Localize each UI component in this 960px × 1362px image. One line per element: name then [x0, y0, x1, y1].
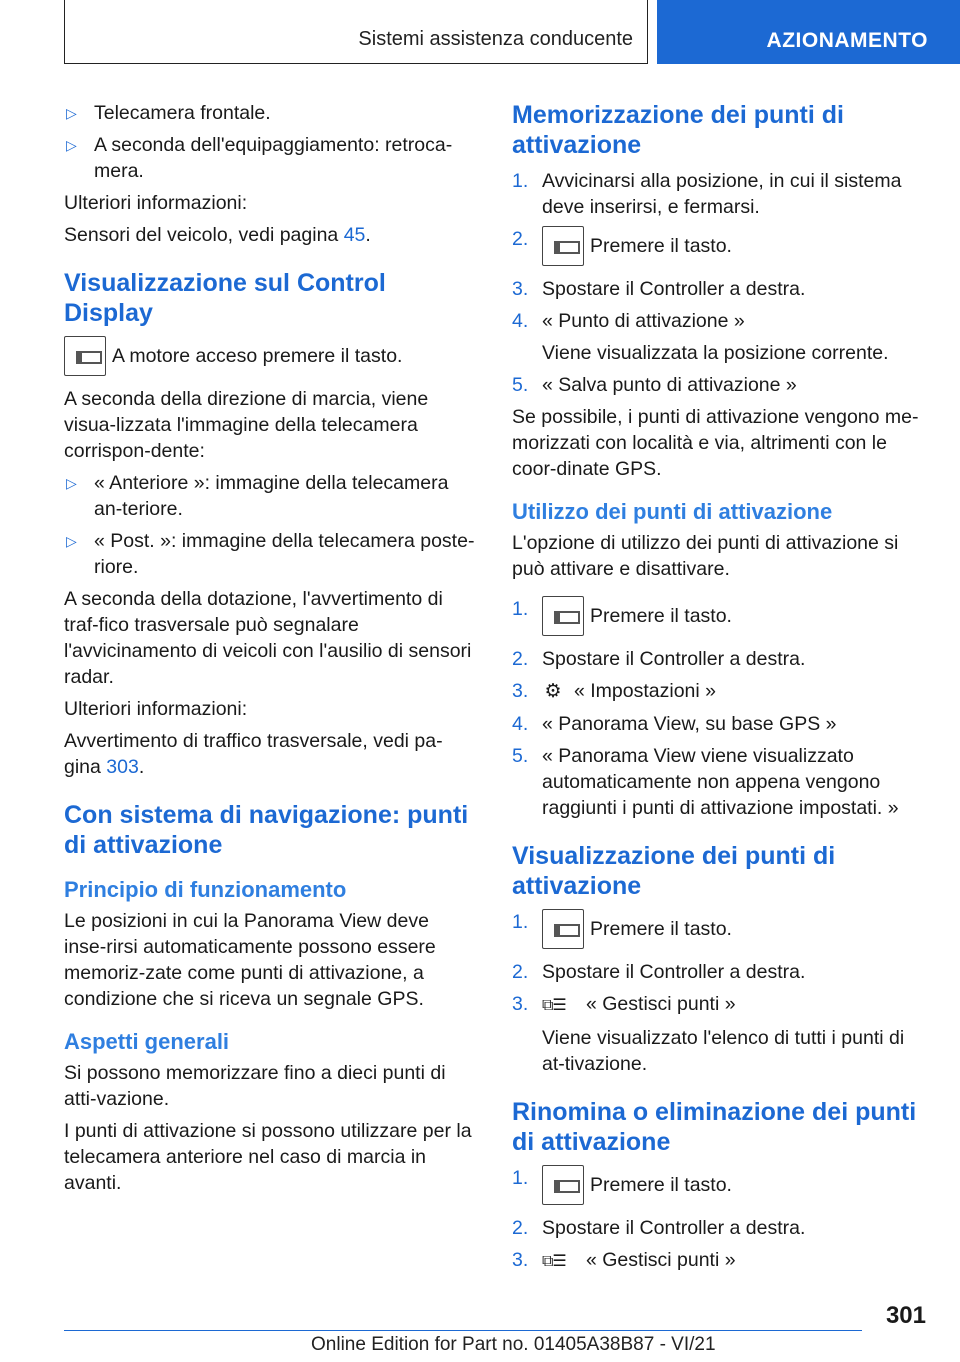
bullet-triangle-icon: ▷	[66, 533, 77, 549]
info-reference: Sensori del veicolo, vedi pagina 45.	[64, 224, 371, 246]
step-item: 4. « Punto di attivazione »	[512, 310, 745, 332]
paragraph-principle: Le posizioni in cui la Panorama View deve inse-rirsi automaticamente possono essere memoriz-zate come punti di attivazione, a condizione che si riceva un segnale GPS.	[64, 910, 436, 1010]
page-link[interactable]: 45	[343, 224, 366, 246]
heading-use-points: Utilizzo dei punti di attivazione	[512, 499, 833, 524]
info-reference: Avvertimento di traffico trasversale, vedi pa-gina 303.	[64, 730, 443, 778]
bullet-triangle-icon: ▷	[66, 105, 77, 121]
heading-principle: Principio di funzionamento	[64, 877, 347, 902]
paragraph-use: L'opzione di utilizzo dei punti di attivazione si può attivare e disattivare.	[512, 532, 899, 580]
bullet-item: ▷ « Anteriore »: immagine della telecamera an-teriore.	[66, 472, 449, 520]
settings-gear-icon: ⚙	[544, 681, 562, 702]
bullet-item: ▷ « Post. »: immagine della telecamera poste-riore.	[66, 530, 475, 578]
step-item: 1. Premere il tasto.	[512, 1165, 932, 1205]
heading-navigation: Con sistema di navigazione: punti di attivazione	[64, 801, 469, 859]
step-item: 3. ⧉☰ « Gestisci punti »	[512, 1247, 932, 1275]
page-number: 301	[885, 1302, 926, 1329]
bullet-item: ▷ Telecamera frontale.	[66, 102, 271, 124]
header-chapter-title: AZIONAMENTO	[766, 29, 928, 52]
header-section-title: Sistemi assistenza conducente	[358, 28, 633, 50]
page-link[interactable]: 303	[106, 756, 139, 778]
step-item: 2. Premere il tasto.	[512, 226, 932, 266]
bullet-triangle-icon: ▷	[66, 137, 77, 153]
camera-key-icon	[542, 226, 584, 266]
paragraph-traffic: A seconda della dotazione, l'avvertimento di traf-fico trasversale può segnalare l'avvicinamento di veicoli con l'ausilio di sensori radar.	[64, 588, 472, 688]
header-chapter-tab	[657, 0, 960, 64]
heading-store-points: Memorizzazione dei punti di attivazione	[512, 101, 844, 159]
step-sub-text: Viene visualizzata la posizione corrente.	[542, 342, 889, 364]
camera-list-icon: ⧉☰	[542, 1253, 566, 1270]
step-item: 3. Spostare il Controller a destra.	[512, 278, 806, 300]
heading-general: Aspetti generali	[64, 1029, 230, 1054]
footer-edition: Online Edition for Part no. 01405A38B87 - VI/21	[311, 1334, 716, 1355]
bullet-item: ▷ A seconda dell'equipaggiamento: retroca-mera.	[66, 134, 453, 182]
step-item: 2. Spostare il Controller a destra.	[512, 648, 806, 670]
heading-control-display: Visualizzazione sul Control Display	[64, 269, 386, 327]
heading-show-points: Visualizzazione dei punti di attivazione	[512, 842, 836, 900]
bullet-triangle-icon: ▷	[66, 475, 77, 491]
step-sub-text: Viene visualizzato l'elenco di tutti i punti di at-tivazione.	[542, 1027, 905, 1075]
step-item: 2. Spostare il Controller a destra.	[512, 1217, 806, 1239]
step-item: 4. « Panorama View, su base GPS »	[512, 713, 837, 735]
camera-key-icon	[64, 336, 106, 376]
step-item: 1. Premere il tasto.	[512, 596, 932, 636]
camera-key-icon	[542, 1165, 584, 1205]
paragraph-store: Se possibile, i punti di attivazione vengono me-morizzati con località e via, altrimenti con le coor-dinate GPS.	[512, 406, 919, 480]
step-item: 1. Avvicinarsi alla posizione, in cui il sistema deve inserirsi, e fermarsi.	[512, 170, 902, 218]
key-instruction: A motore acceso premere il tasto.	[64, 336, 476, 376]
step-item: 5. « Panorama View viene visualizzato automaticamente non appena vengono raggiunti i punti di attivazione impostati. »	[512, 745, 899, 819]
step-item: 3. ⚙ « Impostazioni »	[512, 678, 932, 705]
paragraph-general-1: Si possono memorizzare fino a dieci punti di atti-vazione.	[64, 1062, 446, 1110]
camera-list-icon: ⧉☰	[542, 997, 566, 1014]
left-column	[64, 100, 476, 1202]
info-label: Ulteriori informazioni:	[64, 192, 248, 214]
step-item: 2. Spostare il Controller a destra.	[512, 961, 806, 983]
camera-key-icon	[542, 596, 584, 636]
paragraph-general-2: I punti di attivazione si possono utilizzare per la telecamera anteriore nel caso di marcia in avanti.	[64, 1120, 472, 1194]
paragraph-direction: A seconda della direzione di marcia, viene visua-lizzata l'immagine della telecamera corrispon-dente:	[64, 388, 429, 462]
step-item: 3. ⧉☰ « Gestisci punti »	[512, 991, 932, 1019]
heading-rename-points: Rinomina o eliminazione dei punti di attivazione	[512, 1098, 917, 1156]
header-section-tab	[64, 0, 648, 64]
footer-divider	[64, 1330, 862, 1331]
step-item: 1. Premere il tasto.	[512, 909, 932, 949]
camera-key-icon	[542, 909, 584, 949]
right-column	[512, 100, 932, 1281]
info-label: Ulteriori informazioni:	[64, 698, 248, 720]
step-item: 5. « Salva punto di attivazione »	[512, 374, 797, 396]
